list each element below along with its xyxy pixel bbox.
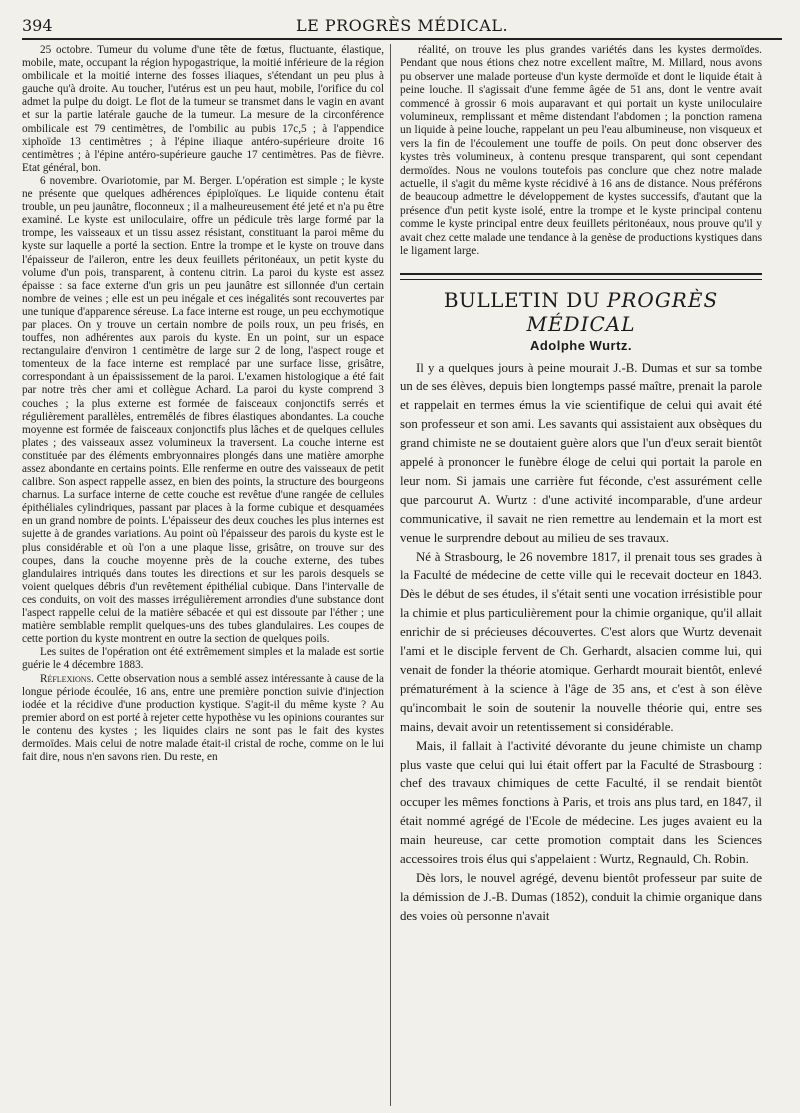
right-column [400, 44, 762, 1104]
bulletin-paragraph-4: Dès lors, le nouvel agrégé, devenu bientôt professeur par suite de la démission de J.-B. Dumas (1852), conduit la chimie organique dans des voies où personne n'avait [400, 870, 762, 923]
bulletin-subheading: Adolphe Wurtz. [529, 337, 633, 353]
reflexions-label: Réflexions. [40, 672, 94, 685]
left-column [22, 44, 384, 1104]
continuation-paragraph: réalité, on trouve les plus grandes variétés dans les kystes dermoïdes. Pendant que nous étions chez notre excellent maître, M. Millard, nous avons pu observer une malade porteuse d'un kyste dermoïde et dont le liquide était à peine louche. Il s'agissait d'une femme âgée de 51 ans, dont le ventre avait commencé à grossir 6 mois auparavant et qui portait un kyste uniloculaire volumineux, remplissant et même distendant l'abdomen ; la ponction ramena un liquide à peine louche, rappelant un peu l'eau albumineuse, non visqueux et vers la fin de l'écoulement une touffe de poils. On peut donc observer des kystes très volumineux, à contenu presque transparent, qui sont cependant dermoïdes. Nous ne voulons toutefois pas conclure que chez notre malade actuelle, il s'agit du même kyste récidivé à 16 ans de distance. Nous préférons de beaucoup admettre le développement de kystes successifs, d'autant que la présence d'un petit kyste isolé, entre la trompe et le kyste principal contenu comme le kyste principal entre deux feuillets péritonéaux, nous prouve qu'il y avait chez cette malade une tendance à la genèse de productions kystiques dans le ligament large. [400, 44, 762, 258]
reflexions-paragraph [22, 673, 384, 765]
bulletin-paragraph-1: Il y a quelques jours à peine mourait J.-B. Dumas et sur sa tombe un de ses élèves, depuis bien longtemps passé maître, prenait la parole et rappelait en termes émus la vie scientifique de celui qui avait été son professeur et son ami. Les savants qui assistaient aux obsèques du grand chimiste ne se doutaient guère alors que l'un d'eux serait bientôt appelé à prononcer le funèbre éloge de celui qui portait la parole en leur nom. Si jamais une carrière fut féconde, c'est assurément celle que parcourut A. Wurtz : d'une activité incomparable, d'une ardeur communicative, il savait ne rien remettre au lendemain et la mort est venue le surprendre debout au milieu de ses travaux. [400, 360, 762, 545]
reflexions-text: Cette observation nous a semblé assez intéressante à cause de la longue période écoulée, 16 ans, entre une première ponction suivie d'injection iodée et la récidive d'une production kystique. S'agit-il du même kyste ? Au premier abord on est porté à rejeter cette hypothèse vu les opinions courantes sur le contenu des kystes ; les liquides clairs ne sont pas le fait des kystes dermoïdes. Mais celui de notre malade était-il cristal de roche, comme on le lui fait dire, nous n'en savons rien. Du reste, en [22, 672, 384, 764]
bulletin-paragraph-2: Né à Strasbourg, le 26 novembre 1817, il prenait tous ses grades à la Faculté de médecine de cette ville qui le recevait docteur en 1843. Dès le début de ses études, il s'était senti une vocation irrésistible pour la chimie et plus particulièrement pour la chimie organique, qu'il allait enrichir de si précieuses découvertes. C'est alors que Wurtz devenait l'ami et le disciple fervent de Ch. Gerhardt, alsacien comme lui, qui venait de fonder la théorie atomique. Gerhardt mourait bientôt, enlevé prématurément à la science à l'âge de 35 ans, et c'est à son élève qu'incombait le soin de soutenir la nouvelle théorie qui, entre ses mains, devait avoir un retentissement si considérable. [400, 549, 762, 734]
bulletin-heading-journal: PROGRÈS MÉDICAL [526, 287, 719, 336]
bulletin-heading [400, 288, 762, 336]
bulletin-heading-prefix: BULLETIN DU [443, 287, 607, 312]
page-number: 394 [22, 16, 53, 35]
page-header [22, 14, 782, 40]
section-divider [400, 273, 762, 280]
observation-paragraph-1: 25 octobre. Tumeur du volume d'une tête de fœtus, fluctuante, élastique, mobile, mate, occupant la région hypogastrique, la moitié inférieure de la région ombilicale et la moitié interne des fosses iliaques, s'étendant un peu plus à gauche qu'à droite. Au toucher, l'utérus est un peu haut, mobile, l'orifice du col admet la pulpe du doigt. Le flot de la tumeur se transmet dans le vagin en avant et sur la partie latérale gauche de la tumeur. La mesure de la circonférence ombilicale est 79 centimètres, de l'ombilic au pubis 17c,5 ; à l'appendice xiphoïde 13 centimètres ; à l'épine iliaque antéro-supérieure droite 16 centimètres ; à l'épine antéro-supérieure gauche 17 centimètres. Pas de fièvre. Etat général, bon. [22, 44, 384, 174]
observation-paragraph-2: 6 novembre. Ovariotomie, par M. Berger. L'opération est simple ; le kyste ne présente que quelques adhérences épiploïques. Le liquide contenu était trouble, un peu jaunâtre, floconneux ; il a malheureusement été jeté et n'a pu être examiné. Le kyste est uniloculaire, offre un pédicule très large formé par la trompe, les vaisseaux et un tissu assez résistant, constituant la paroi même du kyste sur laquelle a porté la section. Entre la trompe et le kyste on trouve dans l'épaisseur de l'aileron, entre les deux feuillets péritonéaux, un petit kyste du volume d'un pois, transparent, à contenu citrin. La paroi du kyste est assez épaisse : sa face externe d'un gris un peu jaunâtre est sillonnée d'un certain nombre de veines ; elle est un peu inégale et ces inégalités sont recouvertes par une tunique d'apparence séreuse. La face interne est rouge, un peu ecchymotique par places. On y trouve un certain nombre de poils roux, un peu frisés, en touffes, non adhérentes aux parois du kyste. En un point, sur un espace rectangulaire d'environ 1 centimètre de large sur 2 de long, l'aspect rouge et tomenteux de la face interne est remplacé par une surface lisse, grisâtre, correspondant à un épaississement de la paroi. L'examen histologique a été fait par notre très cher ami et collègue Achard. La paroi du kyste comprend 3 couches ; la plus externe est formée de faisceaux conjonctifs serrés et régulièrement parallèles, entremêlés de fibres élastiques abondantes. La couche moyenne est formée de faisceaux conjonctifs plus lâches et de quelques cellules plates ; des vaisseaux assez volumineux la traversent. La couche interne est constituée par des éléments embryonnaires plongés dans une matière amorphe assez abondante en certains points. Elle renferme en outre des vaisseaux de petit calibre. Son aspect rappelle assez, en bien des points, la structure des bourgeons charnus. La surface interne de cette couche est revêtue d'une rangée de cellules épithéliales cylindriques, passant par places à la forme cubique et desquamées en un grand nombre de points. L'épaisseur des deux couches les plus internes est sujette à de grandes variations. Au point où l'épaisseur des parois du kyste est le plus considérable et où l'on a une plaque lisse, grisâtre, on trouve sur des coupes, dans la couche moyenne près de la couche externe, des tubes glandulaires intriqués dans toutes les directions et sur les parois desquels se voient quelques débris d'un revêtement épithélial cubique. Dans l'intervalle de ces conduits, on voit des masses irrégulièrement arrondies d'une substance dont l'aspect rappelle celui de la matière sébacée et qui est dissoute par l'éther ; une matière semblable remplit quelques-uns des tubes glandulaires. Les coupes de cette portion du kyste montrent en outre la section de quelques poils. [22, 174, 384, 646]
bulletin-paragraph-3: Mais, il fallait à l'activité dévorante du jeune chimiste un champ plus vaste que celui qui lui était offert par la Faculté de Strasbourg : chef des travaux chimiques de cette Faculté, il se rendait bientôt occuper les mêmes fonctions à Paris, et trois ans plus tard, en 1847, il était nommé agrégé de l'Ecole de médecine. Les juges avaient eu la main heureuse, car cette promotion comptait dans les Sciences accessoires trois élus qui s'appelaient : Wurtz, Regnauld, Ch. Robin. [400, 738, 762, 867]
running-title: LE PROGRÈS MÉDICAL. [295, 16, 509, 35]
column-divider [390, 44, 391, 1106]
observation-paragraph-3: Les suites de l'opération ont été extrêmement simples et la malade est sortie guérie le 4 décembre 1883. [22, 646, 384, 672]
